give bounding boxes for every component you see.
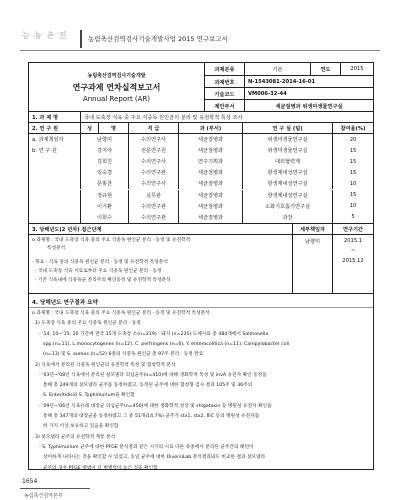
summary-line: - '03년~'08년 식육에서 분리된 살모넬라 의심균주(n=410)에 대해 생화학적 특성 및 invA 유전자 확인 동정을	[39, 372, 267, 378]
col-lab: 연 구 실 (팀)	[243, 123, 333, 133]
col-period: 연구기간	[342, 226, 364, 233]
summary-line: 통해 총 347개의 대장균을 동정하였고 그 중 51개(14.7%) 균주가 stx1, stx2, fliC 등의 병원성 유전자를	[43, 414, 260, 419]
researcher-lab: 항생제내성연구실	[243, 190, 333, 201]
researcher-rank: 수의연구사	[129, 156, 179, 167]
col-surname: 성	[81, 123, 99, 133]
summary-line: 상이하게 나타나는 것을 확인할 수 있었고, 동일 균주에 대한 DiversiLab 분석결과와도 비교한 결과 살모넬라	[43, 455, 266, 461]
researcher-name: 이기환	[81, 201, 129, 212]
researcher-rate: 20	[349, 136, 357, 143]
summary-line: o 과제명 : 국내 도축장 식육 중의 주요 식중독 원인균 분리 · 동정 및 유전학적 특성분석	[32, 311, 210, 316]
researcher-rate: 15	[349, 169, 357, 176]
summary-line: 한 가지 이상 보유하고 있음을 확인함	[43, 424, 119, 430]
meta-id-value: N-1543081-2014-16-01	[248, 79, 316, 85]
period-cell	[333, 235, 373, 293]
footer-org: 농림축산검역본부	[24, 493, 63, 499]
s3-goal-item-1: · 국내 도축장 식육 시료로부터 주요 식중독 원인균 분리 · 동정	[35, 269, 162, 274]
section-4-label: 4. 당해년도 연구결과 요약	[32, 300, 98, 306]
header-logo: 능 농 촌 진	[22, 31, 68, 40]
summary-line: 3) 살모넬라 균주의 유전학적 계통 분석	[35, 434, 116, 440]
title-cell	[29, 63, 205, 111]
researcher-rate: 15	[349, 158, 357, 165]
period-end: 2015.12	[342, 258, 364, 264]
researcher-dept: 연구기획과	[179, 156, 243, 167]
period-start: 2015.1	[343, 238, 363, 244]
researcher-role	[29, 167, 81, 178]
report-form	[28, 62, 374, 470]
meta-dept-label: 제안부서	[205, 100, 245, 112]
footer-rule	[20, 488, 90, 489]
researcher-dept: 세균질병과	[179, 178, 243, 189]
researcher-rank: 수의연구사	[129, 178, 179, 189]
researcher-dept: 세균질병과	[179, 167, 243, 178]
researcher-rank: 수의연구관	[129, 212, 179, 223]
report-title-en: Annual Report (AR)	[82, 94, 151, 103]
researcher-row	[29, 145, 373, 156]
researcher-row	[29, 156, 373, 167]
s3-goal: - 목표 : 식육 중의 식중독 원인균 분리 · 동정 및 유전학적 특성분석	[32, 260, 168, 265]
meta-code-label: 기술코드	[205, 88, 245, 100]
researcher-lab: 위생미생물연구실	[243, 134, 333, 145]
researcher-lab: 위생미생물연구실	[243, 145, 333, 156]
researcher-row	[29, 178, 373, 189]
header-title: 농림축산검역검사기술개발사업 2015 연구보고서	[88, 35, 228, 43]
researcher-rank: 수의연구사	[129, 134, 179, 145]
researcher-dept: 세균질병과	[179, 145, 243, 156]
summary-line: 통해 총 249개의 살모넬라 균주를 동정하였고, 동정된 균주에 대한 혈청형 검사 결과 105주 및 36주의	[43, 383, 253, 389]
researcher-name: 김희진	[81, 156, 129, 167]
researcher-lab: 소화기호흡기연구실	[243, 201, 333, 212]
researcher-rank: 실무관	[129, 190, 179, 201]
meta-class-label: 과제분류	[205, 63, 245, 75]
researcher-role	[29, 178, 81, 189]
researcher-rate: 15	[349, 192, 357, 199]
report-title-ko: 연구과제 연차실적보고서	[72, 82, 161, 92]
researcher-role	[29, 201, 81, 212]
summary-line: 균주의 경우 PFGE 방법이 더 변별력이 높은 것을 확인함	[43, 465, 158, 471]
summary-line: - S. Typhimurium 균주에 대한 PFGE 분석결과 같은 시기의 시료 다른 축종에서 분리된 균주간의 패턴이	[39, 444, 254, 450]
researcher-dept: 세균질병과	[179, 201, 243, 212]
s3-task-line1: o 과제명 : 국내 도축장 식육 중의 주요 식중독 원인균 분리 · 동정 및 유전학적	[32, 238, 191, 243]
researcher-role	[29, 190, 81, 201]
researcher-dept: 세균질병과	[179, 190, 243, 201]
header-rule	[20, 50, 380, 51]
col-dept: 과 (부서)	[179, 123, 243, 133]
s3-task-line2: 특성분석	[47, 246, 66, 251]
researcher-name: 남향미	[81, 134, 129, 145]
period-separator: ~	[350, 248, 356, 254]
summary-line: 2) 식육에서 분리된 식중독 원인균의 유전학적 특성 및 혈청학적 분석	[35, 362, 176, 368]
researcher-lab: 항생제내성연구실	[243, 178, 333, 189]
org-name: 농림축산검역검사기술개발	[87, 72, 146, 79]
meta-class-value: 기본	[245, 63, 311, 75]
rule	[29, 307, 373, 308]
project-title: 국내 도축장 식육 중 주요 식중독 원인균의 분리 및 유전학적 특성 조사	[84, 114, 243, 121]
researcher-rate: 10	[349, 203, 357, 210]
task-lead-name: 남향미	[293, 235, 333, 293]
summary-line: spp.(n=11), L.monocytogenes (n=12), C. perfringens (n=6), Y. enterocolitica (n=11), Campylobacter coli	[43, 341, 290, 347]
researcher-row	[29, 134, 373, 145]
researcher-name: 문홍찬	[81, 178, 129, 189]
meta-year-label: 연도	[311, 63, 341, 75]
researcher-rate: 15	[349, 147, 357, 154]
researcher-row	[29, 167, 373, 178]
col-rate: 참여율(%)	[340, 125, 366, 132]
meta-id-label: 과제번호	[205, 76, 245, 88]
researcher-table-header	[29, 123, 373, 133]
summary-line: - '09년~'06년 식육유래 대장균 의심균주(n=450)에 대한 생화학적 성상 및 shigatoxin 등 병원성 유전자 확인을	[39, 403, 272, 409]
section-2-label: 2. 연 구 원	[29, 123, 81, 133]
col-task-lead: 세부책임자	[293, 224, 333, 234]
researcher-dept: 세균질병과	[179, 212, 243, 223]
col-rank: 직 급	[129, 123, 179, 133]
researcher-name: 강지아	[81, 145, 129, 156]
researcher-rank: 수의연구관	[129, 201, 179, 212]
researcher-rate: 10	[349, 180, 357, 187]
section-1-label: 1. 과 제 명	[29, 112, 81, 122]
summary-line: 1) 도축장 식육 중의 주요 식중독 원인균 분리 · 동정	[35, 321, 141, 327]
s3-goal-item-2: · 기존 식육내에 식중독균 분리주의 확인동정 및 유전학적 특성분석	[35, 278, 171, 283]
researcher-role	[29, 156, 81, 167]
researcher-rank: 전문연구원	[129, 145, 179, 156]
meta-dept-value: 세균질병과 위생미생물연구실	[275, 103, 343, 110]
section-3-label: 3. 당해년도(2 년차) 접근단계	[29, 224, 293, 234]
researcher-rate: 5	[351, 214, 355, 221]
researcher-lab: 과장	[243, 212, 333, 223]
header-divider	[80, 30, 82, 48]
col-name: 명	[99, 123, 129, 133]
section-3-body	[29, 235, 373, 293]
researcher-rank: 수의연구관	[129, 167, 179, 178]
page-number: 1654	[22, 478, 38, 485]
title-block	[29, 63, 373, 111]
section-1-row	[29, 112, 373, 122]
meta-row-class	[205, 63, 373, 75]
researcher-row	[29, 212, 373, 223]
meta-year-value: 2015	[350, 66, 364, 72]
summary-line: (n=13) 및 S. aureus (n=52) 6종의 식중독 원인균 총 97주 분리 · 동정 완료	[43, 352, 204, 358]
page-header	[0, 0, 400, 52]
researcher-role: a. 과제책임자	[29, 134, 81, 145]
researcher-role: b. 연 구 원	[29, 145, 81, 156]
researcher-role	[29, 212, 81, 223]
researcher-row	[29, 190, 373, 201]
researcher-name: 정규현	[81, 190, 129, 201]
summary-line: - '14, 10~'15, 10 기간에 전국 15개 도축장 소(n=219) · 돼지 (n=235) 도체시료 총 484개에서 Salmonella	[39, 331, 269, 337]
researcher-row	[29, 201, 373, 212]
researcher-name: 임숙경	[81, 167, 129, 178]
researcher-lab: 대외협력계	[243, 156, 333, 167]
researcher-lab: 항생제내성연구실	[243, 167, 333, 178]
meta-code-value: VM006-32-44	[248, 91, 287, 97]
researcher-name: 이희수	[81, 212, 129, 223]
researcher-dept: 세균질병과	[179, 134, 243, 145]
summary-line: S. Enteritidis와 S. Typhimurium을 확인함	[43, 393, 135, 399]
rule	[29, 293, 373, 294]
section-3-header	[29, 224, 373, 234]
